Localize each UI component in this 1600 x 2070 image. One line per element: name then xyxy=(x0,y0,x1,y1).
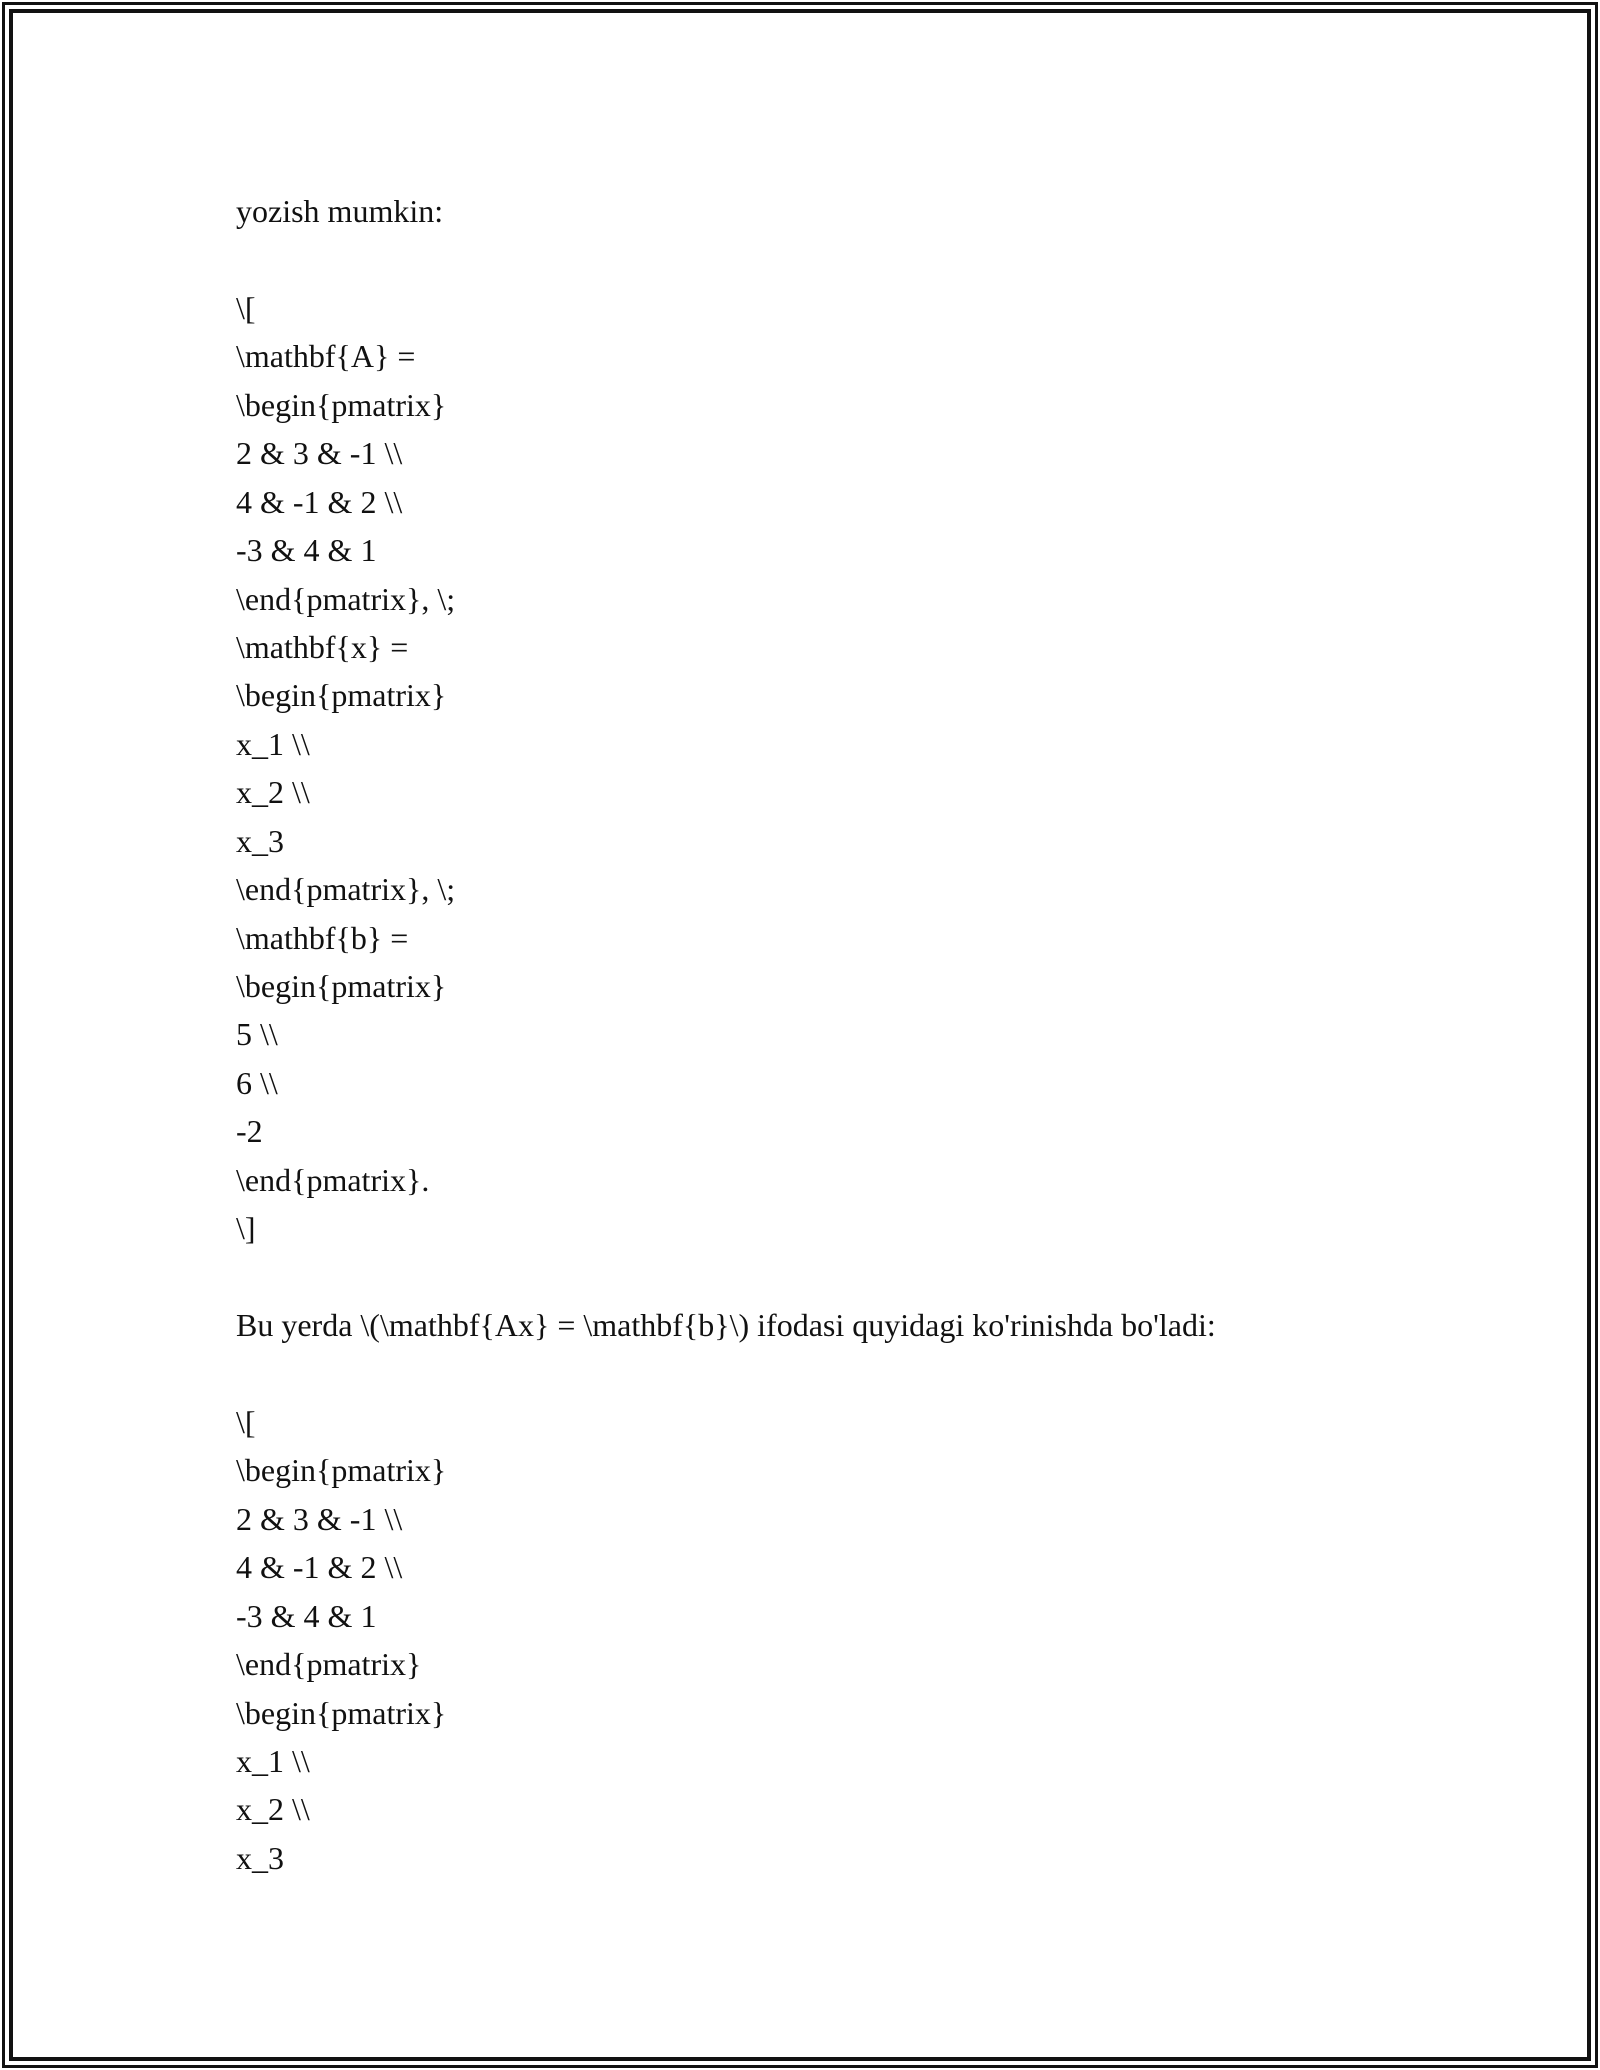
blank-line xyxy=(236,1253,1536,1301)
text-line: \begin{pmatrix} xyxy=(236,386,447,423)
text-line: 6 \\ xyxy=(236,1064,278,1101)
text-line: 4 & -1 & 2 \\ xyxy=(236,483,403,520)
text-line: x_1 \\ xyxy=(236,725,310,762)
text-line: \mathbf{b} = xyxy=(236,919,409,956)
blank-line xyxy=(236,1350,1536,1398)
text-line: \begin{pmatrix} xyxy=(236,968,447,1004)
text-line: Bu yerda \(\mathbf{Ax} = \mathbf{b}\) ifodasi quyidagi ko'rinishda bo'ladi: xyxy=(236,1307,1216,1344)
text-line: \begin{pmatrix} xyxy=(236,1452,447,1489)
text-line: x_3 xyxy=(236,1839,284,1876)
text-line: \end{pmatrix} xyxy=(236,1646,422,1683)
text-line: x_2 \\ xyxy=(236,774,310,811)
text-line: \mathbf{x} = xyxy=(236,628,409,665)
text-line: \mathbf{A} = xyxy=(236,338,416,375)
text-line: \] xyxy=(236,1210,256,1247)
text-line: x_3 xyxy=(236,822,284,859)
text-line: \[ xyxy=(236,1403,256,1440)
text-line: \end{pmatrix}, \; xyxy=(236,871,456,908)
document-body xyxy=(236,187,1536,1882)
text-line: -3 & 4 & 1 xyxy=(236,532,377,569)
text-line: x_1 \\ xyxy=(236,1743,310,1779)
text-line: 2 & 3 & -1 \\ xyxy=(236,1500,403,1537)
text-line: \end{pmatrix}. xyxy=(236,1161,430,1198)
text-line: \end{pmatrix}, \; xyxy=(236,580,456,617)
text-line: 5 \\ xyxy=(236,1016,278,1053)
text-line: 2 & 3 & -1 \\ xyxy=(236,435,403,472)
text-line: yozish mumkin: xyxy=(236,193,444,229)
text-line: 4 & -1 & 2 \\ xyxy=(236,1549,403,1586)
text-line: x_2 \\ xyxy=(236,1791,310,1828)
text-line: \begin{pmatrix} xyxy=(236,1694,447,1731)
text-line: -3 & 4 & 1 xyxy=(236,1597,377,1634)
text-line: -2 xyxy=(236,1113,263,1150)
text-line: \begin{pmatrix} xyxy=(236,677,447,714)
blank-line xyxy=(236,235,1536,283)
text-line: \[ xyxy=(236,289,256,326)
